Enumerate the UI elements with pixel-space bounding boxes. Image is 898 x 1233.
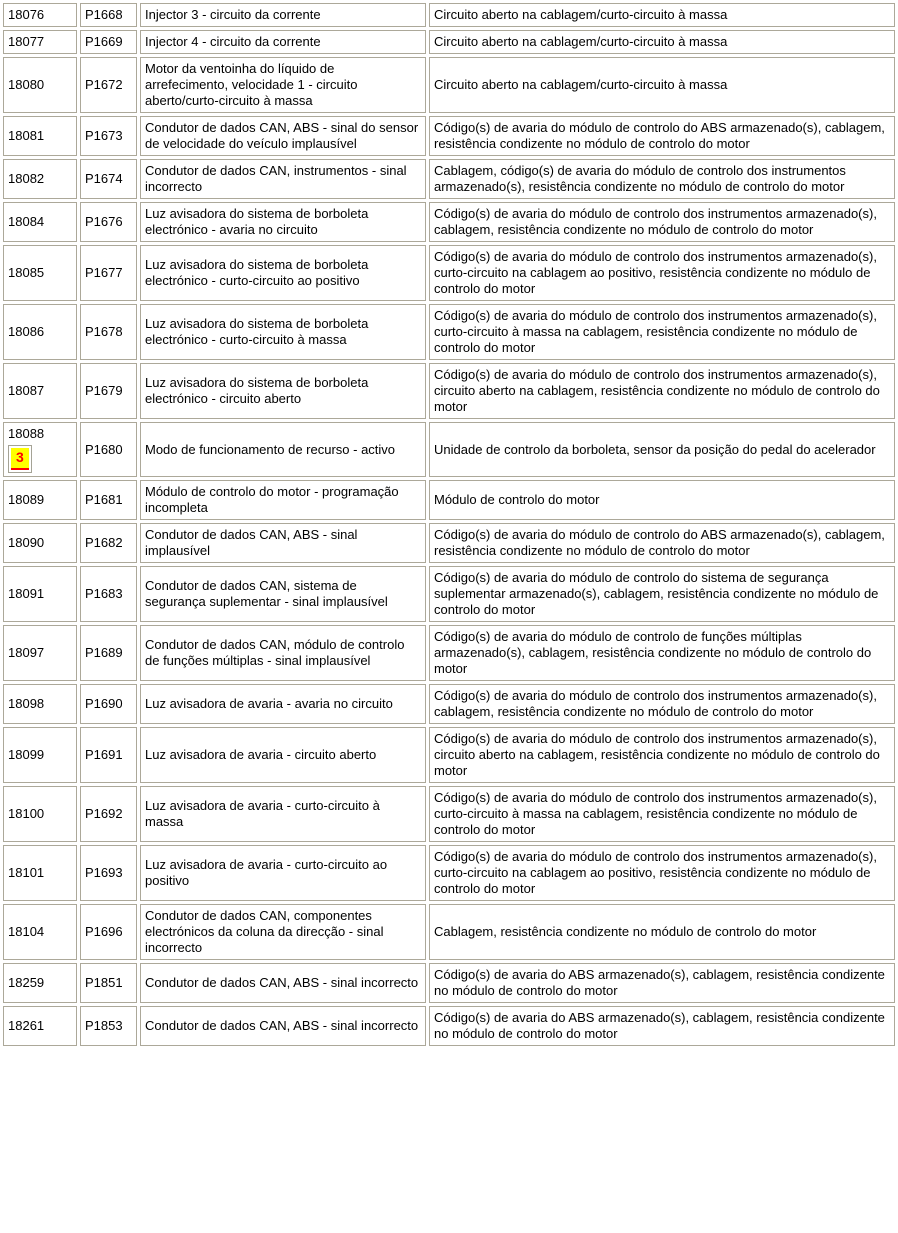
pcode-cell: P1676 [80, 202, 137, 242]
code-cell [3, 422, 77, 477]
cause-cell: Módulo de controlo do motor [429, 480, 895, 520]
pcode-cell: P1674 [80, 159, 137, 199]
dtc-code-text: 18088 [8, 426, 45, 441]
table-row [3, 963, 895, 1003]
pcode-cell: P1681 [80, 480, 137, 520]
dtc-code-text: 18080 [8, 77, 45, 92]
table-row [3, 159, 895, 199]
description-cell: Condutor de dados CAN, ABS - sinal do sensor de velocidade do veículo implausível [140, 116, 426, 156]
table-row [3, 202, 895, 242]
pcode-cell: P1680 [80, 422, 137, 477]
pcode-cell: P1690 [80, 684, 137, 724]
pcode-cell: P1682 [80, 523, 137, 563]
code-cell [3, 480, 77, 520]
description-cell: Condutor de dados CAN, ABS - sinal incorrecto [140, 1006, 426, 1046]
code-cell [3, 3, 77, 27]
code-cell [3, 845, 77, 901]
description-cell: Injector 3 - circuito da corrente [140, 3, 426, 27]
dtc-code-text: 18261 [8, 1018, 45, 1033]
footnote-3-link[interactable]: 3 [11, 448, 29, 470]
table-row [3, 1006, 895, 1046]
dtc-code-text: 18077 [8, 34, 45, 49]
cause-cell: Cablagem, código(s) de avaria do módulo de controlo dos instrumentos armazenado(s), resistência condizente no módulo de controlo do motor [429, 159, 895, 199]
dtc-code-text: 18085 [8, 265, 45, 280]
dtc-code-text: 18076 [8, 7, 45, 22]
dtc-code-text: 18101 [8, 865, 45, 880]
dtc-code-text: 18259 [8, 975, 45, 990]
pcode-cell: P1677 [80, 245, 137, 301]
cause-cell: Circuito aberto na cablagem/curto-circuito à massa [429, 57, 895, 113]
code-cell [3, 57, 77, 113]
pcode-cell: P1696 [80, 904, 137, 960]
cause-cell: Código(s) de avaria do módulo de controlo dos instrumentos armazenado(s), cablagem, resistência condizente no módulo de controlo do motor [429, 684, 895, 724]
table-row [3, 904, 895, 960]
cause-cell: Código(s) de avaria do ABS armazenado(s), cablagem, resistência condizente no módulo de controlo do motor [429, 963, 895, 1003]
table-row [3, 523, 895, 563]
code-cell [3, 523, 77, 563]
description-cell: Motor da ventoinha do líquido de arrefecimento, velocidade 1 - circuito aberto/curto-circuito à massa [140, 57, 426, 113]
description-cell: Condutor de dados CAN, sistema de segurança suplementar - sinal implausível [140, 566, 426, 622]
dtc-table-body [3, 3, 895, 1046]
code-cell [3, 1006, 77, 1046]
dtc-code-text: 18097 [8, 645, 45, 660]
footnote-wrap [8, 445, 72, 473]
code-cell [3, 566, 77, 622]
cause-cell: Código(s) de avaria do módulo de controlo dos instrumentos armazenado(s), curto-circuito na cablagem ao positivo, resistência condizente no módulo de controlo do motor [429, 245, 895, 301]
code-cell [3, 245, 77, 301]
table-row [3, 845, 895, 901]
description-cell: Luz avisadora de avaria - avaria no circuito [140, 684, 426, 724]
table-row [3, 245, 895, 301]
table-row [3, 480, 895, 520]
description-cell: Luz avisadora do sistema de borboleta electrónico - curto-circuito ao positivo [140, 245, 426, 301]
cause-cell: Circuito aberto na cablagem/curto-circuito à massa [429, 3, 895, 27]
pcode-cell: P1692 [80, 786, 137, 842]
dtc-code-text: 18091 [8, 586, 45, 601]
description-cell: Luz avisadora de avaria - curto-circuito ao positivo [140, 845, 426, 901]
table-row [3, 3, 895, 27]
code-cell [3, 963, 77, 1003]
pcode-cell: P1851 [80, 963, 137, 1003]
dtc-code-text: 18082 [8, 171, 45, 186]
table-row [3, 422, 895, 477]
code-cell [3, 786, 77, 842]
pcode-cell: P1669 [80, 30, 137, 54]
pcode-cell: P1672 [80, 57, 137, 113]
code-cell [3, 904, 77, 960]
cause-cell: Código(s) de avaria do módulo de controlo do sistema de segurança suplementar armazenado(s), cablagem, resistência condizente no módulo de controlo do motor [429, 566, 895, 622]
cause-cell: Código(s) de avaria do módulo de controlo dos instrumentos armazenado(s), cablagem, resistência condizente no módulo de controlo do motor [429, 202, 895, 242]
description-cell: Condutor de dados CAN, ABS - sinal implausível [140, 523, 426, 563]
code-cell [3, 363, 77, 419]
pcode-cell: P1673 [80, 116, 137, 156]
code-cell [3, 625, 77, 681]
cause-cell: Unidade de controlo da borboleta, sensor da posição do pedal do acelerador [429, 422, 895, 477]
code-cell [3, 684, 77, 724]
code-cell [3, 304, 77, 360]
dtc-code-text: 18084 [8, 214, 45, 229]
pcode-cell: P1668 [80, 3, 137, 27]
dtc-code-text: 18090 [8, 535, 45, 550]
table-row [3, 625, 895, 681]
description-cell: Injector 4 - circuito da corrente [140, 30, 426, 54]
dtc-code-text: 18086 [8, 324, 45, 339]
code-cell [3, 727, 77, 783]
cause-cell: Código(s) de avaria do módulo de controlo dos instrumentos armazenado(s), curto-circuito na cablagem ao positivo, resistência condizente no módulo de controlo do motor [429, 845, 895, 901]
cause-cell: Código(s) de avaria do módulo de controlo de funções múltiplas armazenado(s), cablagem, resistência condizente no módulo de controlo do motor [429, 625, 895, 681]
dtc-code-text: 18104 [8, 924, 45, 939]
table-row [3, 304, 895, 360]
cause-cell: Código(s) de avaria do módulo de controlo dos instrumentos armazenado(s), curto-circuito à massa na cablagem, resistência condizente no módulo de controlo do motor [429, 304, 895, 360]
description-cell: Condutor de dados CAN, módulo de controlo de funções múltiplas - sinal implausível [140, 625, 426, 681]
description-cell: Luz avisadora de avaria - circuito aberto [140, 727, 426, 783]
table-row [3, 566, 895, 622]
code-cell [3, 30, 77, 54]
table-row [3, 30, 895, 54]
pcode-cell: P1853 [80, 1006, 137, 1046]
dtc-code-text: 18098 [8, 696, 45, 711]
pcode-cell: P1691 [80, 727, 137, 783]
description-cell: Luz avisadora do sistema de borboleta electrónico - avaria no circuito [140, 202, 426, 242]
cause-cell: Código(s) de avaria do módulo de controlo do ABS armazenado(s), cablagem, resistência condizente no módulo de controlo do motor [429, 116, 895, 156]
dtc-code-text: 18100 [8, 806, 45, 821]
pcode-cell: P1693 [80, 845, 137, 901]
cause-cell: Cablagem, resistência condizente no módulo de controlo do motor [429, 904, 895, 960]
dtc-code-text: 18089 [8, 492, 45, 507]
dtc-code-text: 18081 [8, 128, 45, 143]
description-cell: Luz avisadora do sistema de borboleta electrónico - curto-circuito à massa [140, 304, 426, 360]
code-cell [3, 159, 77, 199]
dtc-code-text: 18099 [8, 747, 45, 762]
cause-cell: Código(s) de avaria do módulo de controlo do ABS armazenado(s), cablagem, resistência condizente no módulo de controlo do motor [429, 523, 895, 563]
table-row [3, 786, 895, 842]
code-cell [3, 202, 77, 242]
cause-cell: Código(s) de avaria do módulo de controlo dos instrumentos armazenado(s), circuito aberto na cablagem, resistência condizente no módulo de controlo do motor [429, 363, 895, 419]
cause-cell: Circuito aberto na cablagem/curto-circuito à massa [429, 30, 895, 54]
cause-cell: Código(s) de avaria do módulo de controlo dos instrumentos armazenado(s), circuito aberto na cablagem, resistência condizente no módulo de controlo do motor [429, 727, 895, 783]
table-row [3, 363, 895, 419]
description-cell: Modo de funcionamento de recurso - activo [140, 422, 426, 477]
table-row [3, 684, 895, 724]
pcode-cell: P1683 [80, 566, 137, 622]
pcode-cell: P1678 [80, 304, 137, 360]
dtc-code-text: 18087 [8, 383, 45, 398]
table-row [3, 57, 895, 113]
pcode-cell: P1689 [80, 625, 137, 681]
pcode-cell: P1679 [80, 363, 137, 419]
description-cell: Módulo de controlo do motor - programação incompleta [140, 480, 426, 520]
table-row [3, 727, 895, 783]
footnote-box [8, 445, 32, 473]
table-row [3, 116, 895, 156]
description-cell: Condutor de dados CAN, instrumentos - sinal incorrecto [140, 159, 426, 199]
code-cell [3, 116, 77, 156]
description-cell: Luz avisadora de avaria - curto-circuito à massa [140, 786, 426, 842]
description-cell: Luz avisadora do sistema de borboleta electrónico - circuito aberto [140, 363, 426, 419]
cause-cell: Código(s) de avaria do módulo de controlo dos instrumentos armazenado(s), curto-circuito à massa na cablagem, resistência condizente no módulo de controlo do motor [429, 786, 895, 842]
description-cell: Condutor de dados CAN, componentes electrónicos da coluna da direcção - sinal incorrecto [140, 904, 426, 960]
description-cell: Condutor de dados CAN, ABS - sinal incorrecto [140, 963, 426, 1003]
cause-cell: Código(s) de avaria do ABS armazenado(s), cablagem, resistência condizente no módulo de controlo do motor [429, 1006, 895, 1046]
